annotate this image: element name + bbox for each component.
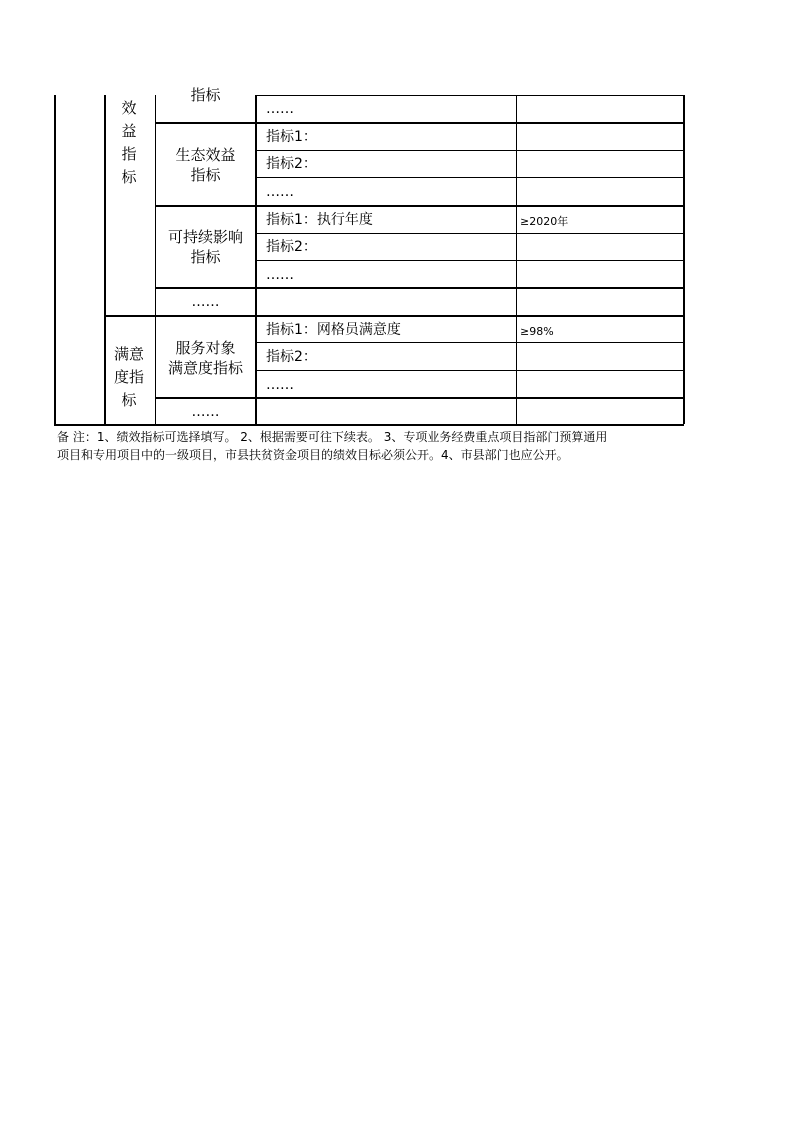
cut-sub-label: 指标 xyxy=(190,86,221,104)
indicator-cell: 指标2： xyxy=(266,239,317,255)
row-line xyxy=(155,122,684,124)
row-line xyxy=(256,233,684,234)
effect-category-char: 效 xyxy=(121,99,137,117)
effect-category-label xyxy=(106,97,152,189)
indicator-cell: …… xyxy=(266,377,294,393)
effect-category-char: 指 xyxy=(121,145,137,163)
satisfaction-category-line: 标 xyxy=(121,391,137,409)
footnote-line: 备 注：1、绩效指标可选择填写。 2、根据需要可往下续表。 3、专项业务经费重点项目指部门预算通用 xyxy=(57,430,608,444)
sustainable-label-line: 指标 xyxy=(190,248,221,266)
indicator-cell: 指标1：网格员满意度 xyxy=(266,322,401,338)
row-line xyxy=(256,370,684,371)
effect-category-char: 标 xyxy=(121,168,137,186)
row-line xyxy=(256,177,684,178)
more-sub-indicator: …… xyxy=(191,404,220,420)
indicator-cell: 指标2： xyxy=(266,349,317,365)
footnote-line: 项目和专用项目中的一级项目，市县扶贫资金项目的绩效目标必须公开。4、市县部门也应公开。 xyxy=(57,448,569,462)
row-line xyxy=(256,95,684,96)
indicator-cell: 指标1： xyxy=(266,129,317,145)
value-cell: ≥98% xyxy=(520,325,554,338)
sustainable-impact-label xyxy=(157,227,254,267)
row-line xyxy=(256,150,684,151)
ecological-benefit-label xyxy=(157,145,254,185)
service-label-line: 服务对象 xyxy=(175,339,236,357)
row-line xyxy=(155,287,684,289)
footnote xyxy=(57,428,697,464)
indicator-cell: 指标2： xyxy=(266,156,317,172)
effect-category-char: 益 xyxy=(121,122,137,140)
row-line xyxy=(256,342,684,343)
row-line xyxy=(104,315,684,317)
row-line xyxy=(256,260,684,261)
satisfaction-category-line: 度指 xyxy=(113,368,144,386)
table-column-divider-2 xyxy=(155,95,156,424)
satisfaction-category-label xyxy=(106,343,152,412)
indicator-cell: 指标1：执行年度 xyxy=(266,212,373,228)
satisfaction-category-line: 满意 xyxy=(113,345,144,363)
table-border-bottom xyxy=(54,424,684,426)
value-cell: ≥2020年 xyxy=(520,215,569,228)
ecological-label-line: 指标 xyxy=(190,166,221,184)
sustainable-label-line: 可持续影响 xyxy=(167,228,243,246)
indicator-cell: …… xyxy=(266,184,294,200)
indicator-cell: …… xyxy=(266,267,294,283)
service-satisfaction-label xyxy=(157,338,254,378)
row-line xyxy=(155,397,684,399)
ecological-label-line: 生态效益 xyxy=(175,146,236,164)
table-border-left xyxy=(54,95,56,424)
row-line xyxy=(155,205,684,207)
indicator-cell: …… xyxy=(266,101,294,117)
more-sub-indicator: …… xyxy=(191,294,220,310)
cut-sub-label-clip xyxy=(157,86,254,105)
service-label-line: 满意度指标 xyxy=(167,359,243,377)
